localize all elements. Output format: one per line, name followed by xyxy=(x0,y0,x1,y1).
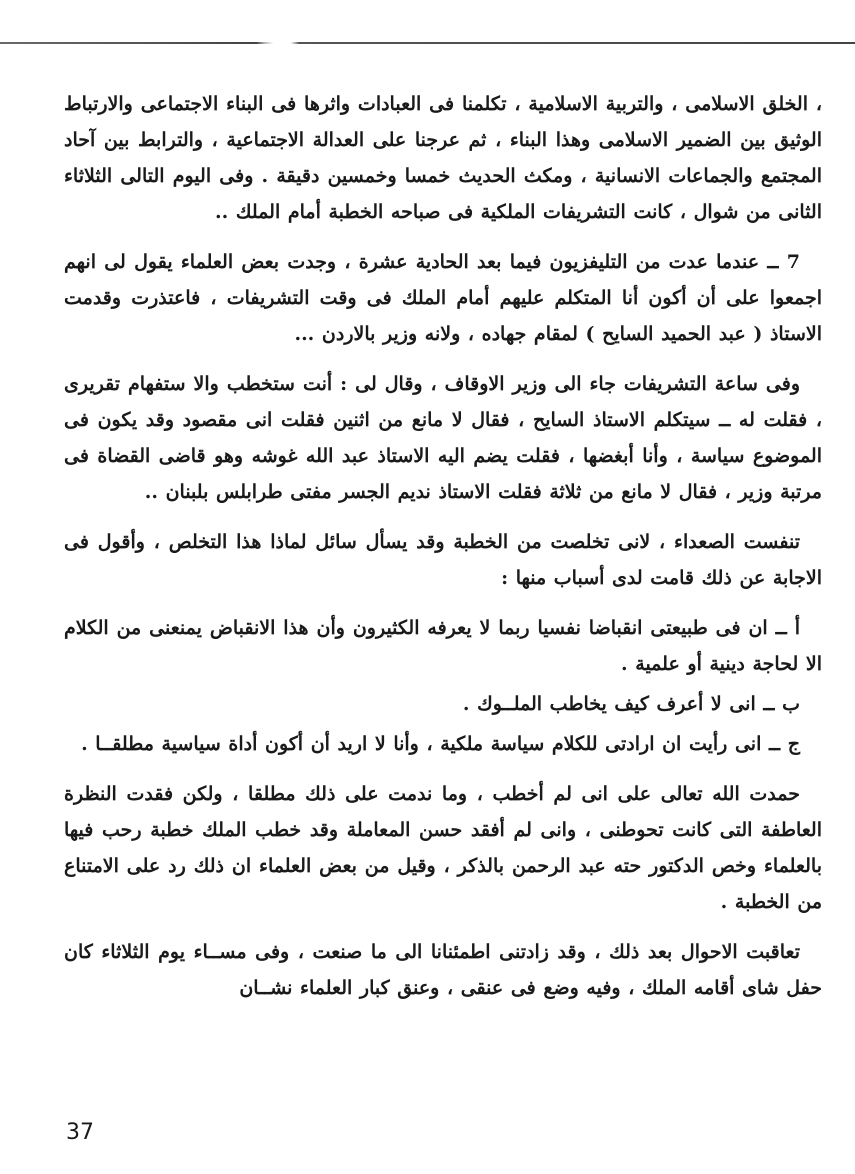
paragraph: وفى ساعة التشريفات جاء الى وزير الاوقاف ، وقال لى : أنت ستخطب والا ستفهام تقريرى ، فقلت له ــ سيتكلم الاستاذ السايح ، فقال لا مانع من اثنين فقلت انى مقصود وقد يكون فى الموضوع سياسة ، وأنا أبغضها ، فقلت يضم اليه الاستاذ عبد الله غوشه وهو قاضى القضاة فى مرتبة وزير ، فقال لا مانع من ثلاثة فقلت الاستاذ نديم الجسر مفتى طرابلس بلبنان .. xyxy=(64,373,822,503)
list-item: أ ــ ان فى طبيعتى انقباضا نفسيا ربما لا يعرفه الكثيرون وأن هذا الانقباض يمنعنى من الكلام الا لحاجة دينية أو علمية . xyxy=(64,617,822,675)
list-item: ب ــ انى لا أعرف كيف يخاطب الملــوك . xyxy=(462,693,800,715)
page-body xyxy=(64,86,822,1020)
list-item: ج ــ انى رأيت ان ارادتى للكلام سياسة ملكية ، وأنا لا اريد أن أكون أداة سياسية مطلقــا . xyxy=(81,733,800,755)
page-number: 37 xyxy=(66,1120,94,1145)
paragraph: تنفست الصعداء ، لانى تخلصت من الخطبة وقد يسأل سائل لماذا هذا التخلص ، وأقول فى الاجابة عن ذلك قامت لدى أسباب منها : xyxy=(64,531,822,589)
paragraph: تعاقبت الاحوال بعد ذلك ، وقد زادتنى اطمئنانا الى ما صنعت ، وفى مســاء يوم الثلاثاء كان حفل شاى أقامه الملك ، وفيه وضع فى عنقى ، وعنق كبار العلماء نشــان xyxy=(64,941,822,999)
paragraph: ، الخلق الاسلامى ، والتربية الاسلامية ، تكلمنا فى العبادات واثرها فى البناء الاجتماعى والارتباط الوثيق بين الضمير الاسلامى وهذا البناء ، ثم عرجنا على العدالة الاجتماعية ، والترابط بين آحاد المجتمع والجماعات الانسانية ، ومكث الحديث خمسا وخمسين دقيقة . وفى اليوم التالى الثلاثاء الثانى من شوال ، كانت التشريفات الملكية فى صباحه الخطبة أمام الملك .. xyxy=(64,93,822,223)
paragraph: حمدت الله تعالى على انى لم أخطب ، وما ندمت على ذلك مطلقا ، ولكن فقدت النظرة العاطفة التى كانت تحوطنى ، وانى لم أفقد حسن المعاملة وقد خطب الملك خطبة رحب فيها بالعلماء وخص الدكتور حته عبد الرحمن بالذكر ، وقيل من بعض العلماء ان ذلك رد على الامتناع من الخطبة . xyxy=(64,783,822,913)
paragraph: 7 ــ عندما عدت من التليفزيون فيما بعد الحادية عشرة ، وجدت بعض العلماء يقول لى انهم اجمعوا على أن أكون أنا المتكلم عليهم أمام الملك فى وقت التشريفات ، فاعتذرت وقدمت الاستاذ ( عبد الحميد السايح ) لمقام جهاده ، ولانه وزير بالاردن ... xyxy=(64,251,822,345)
top-rule xyxy=(0,42,855,44)
